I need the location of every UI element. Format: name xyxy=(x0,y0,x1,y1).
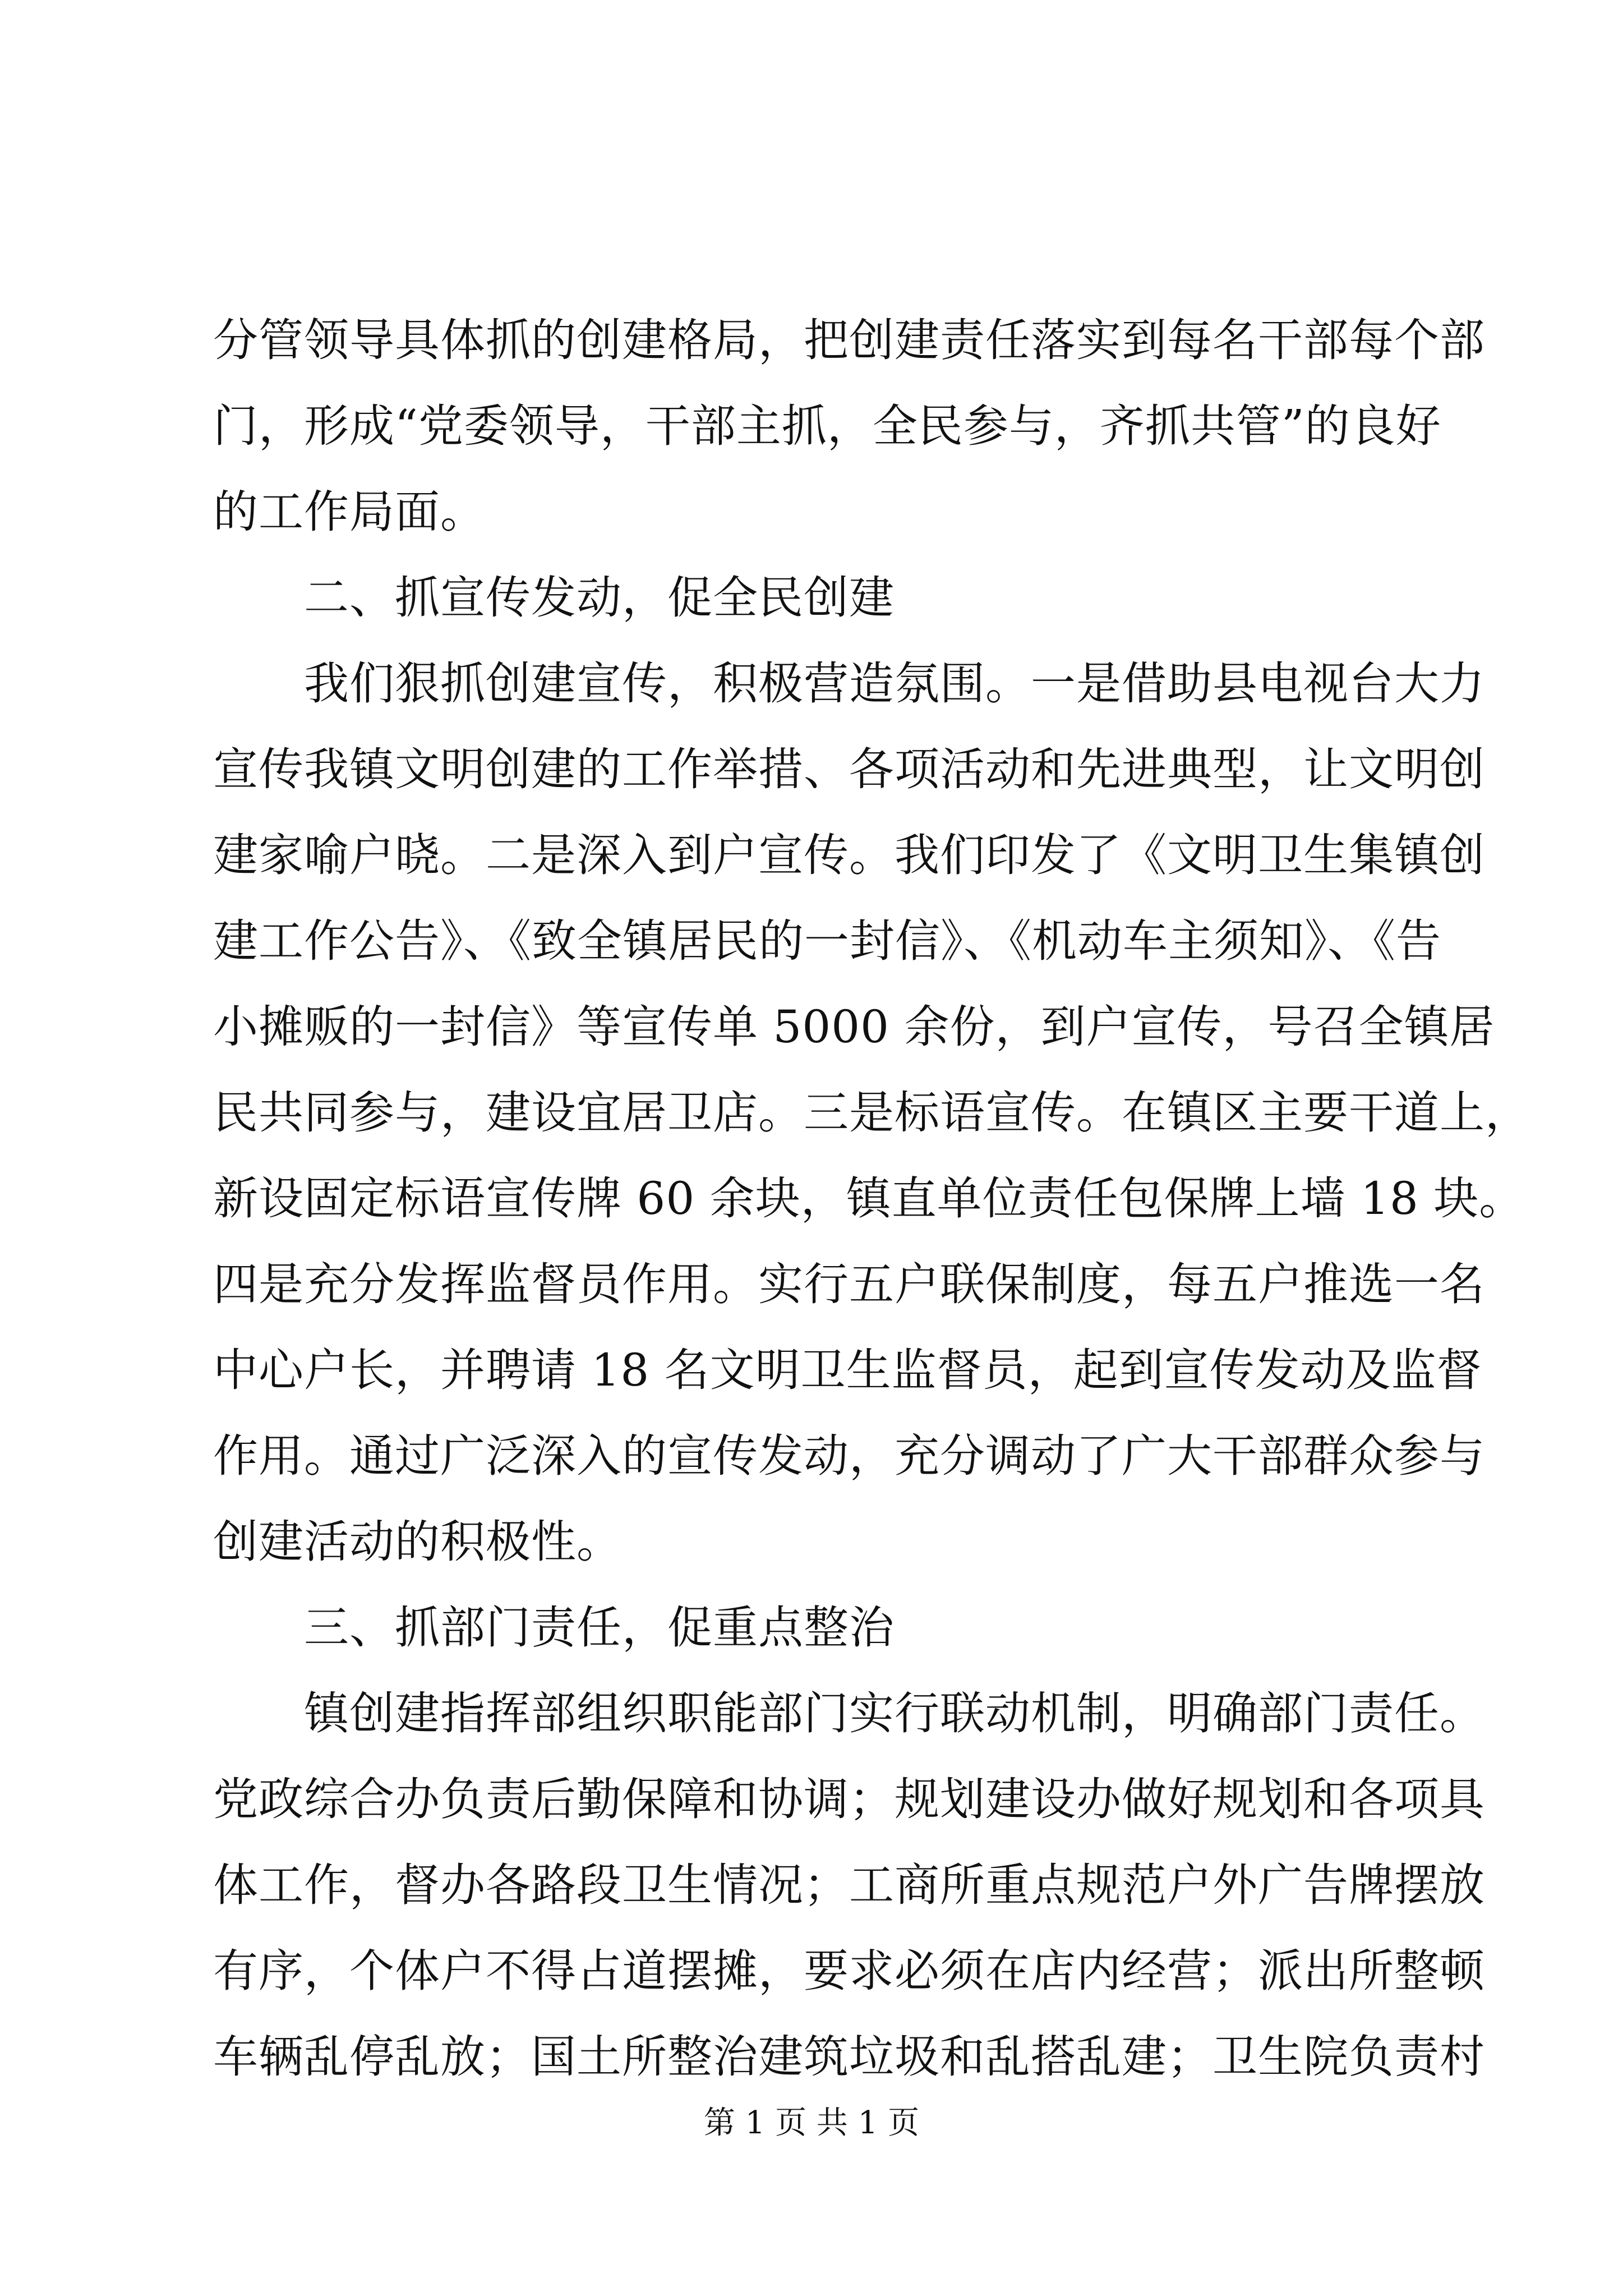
text-line: 建家喻户晓。二是深入到户宣传。我们印发了《文明卫生集镇创 xyxy=(213,829,1485,881)
text-line: 有序，个体户不得占道摆摊，要求必须在店内经营；派出所整顿 xyxy=(213,1945,1485,1997)
text-line: 小摊贩的一封信》等宣传单 5000 余份，到户宣传，号召全镇居 xyxy=(213,1001,1495,1053)
text-line: 我们狠抓创建宣传，积极营造氛围。一是借助县电视台大力 xyxy=(213,657,1485,710)
section-heading: 二、抓宣传发动，促全民创建 xyxy=(213,572,895,624)
text-line: 四是充分发挥监督员作用。实行五户联保制度，每五户推选一名 xyxy=(213,1258,1485,1310)
text-line: 中心户长，并聘请 18 名文明卫生监督员，起到宣传发动及监督 xyxy=(213,1344,1482,1396)
text-line: 建工作公告》、《致全镇居民的一封信》、《机动车主须知》、《告 xyxy=(213,915,1441,967)
document-body xyxy=(213,297,1530,2100)
text-line: 车辆乱停乱放；国土所整治建筑垃圾和乱搭乱建；卫生院负责村 xyxy=(213,2031,1485,2083)
text-line: 创建活动的积极性。 xyxy=(213,1516,622,1568)
text-line: 党政综合办负责后勤保障和协调；规划建设办做好规划和各项具 xyxy=(213,1773,1485,1825)
text-line: 体工作，督办各路段卫生情况；工商所重点规范户外广告牌摆放 xyxy=(213,1859,1485,1911)
text-line: 分管领导具体抓的创建格局，把创建责任落实到每名干部每个部 xyxy=(213,314,1485,366)
text-line: 作用。通过广泛深入的宣传发动，充分调动了广大干部群众参与 xyxy=(213,1430,1485,1482)
text-line: 新设固定标语宣传牌 60 余块，镇直单位责任包保牌上墙 18 块。 xyxy=(213,1172,1525,1225)
text-line: 镇创建指挥部组织职能部门实行联动机制，明确部门责任。 xyxy=(213,1687,1485,1740)
text-line: 的工作局面。 xyxy=(213,486,486,538)
page-footer: 第 1 页 共 1 页 xyxy=(703,2105,920,2141)
text-line: 民共同参与，建设宜居卫店。三是标语宣传。在镇区主要干道上， xyxy=(213,1087,1530,1139)
text-line: 门，形成“党委领导，干部主抓，全民参与，齐抓共管”的良好 xyxy=(213,400,1441,452)
section-heading: 三、抓部门责任，促重点整治 xyxy=(213,1602,895,1654)
text-line: 宣传我镇文明创建的工作举措、各项活动和先进典型，让文明创 xyxy=(213,743,1485,795)
